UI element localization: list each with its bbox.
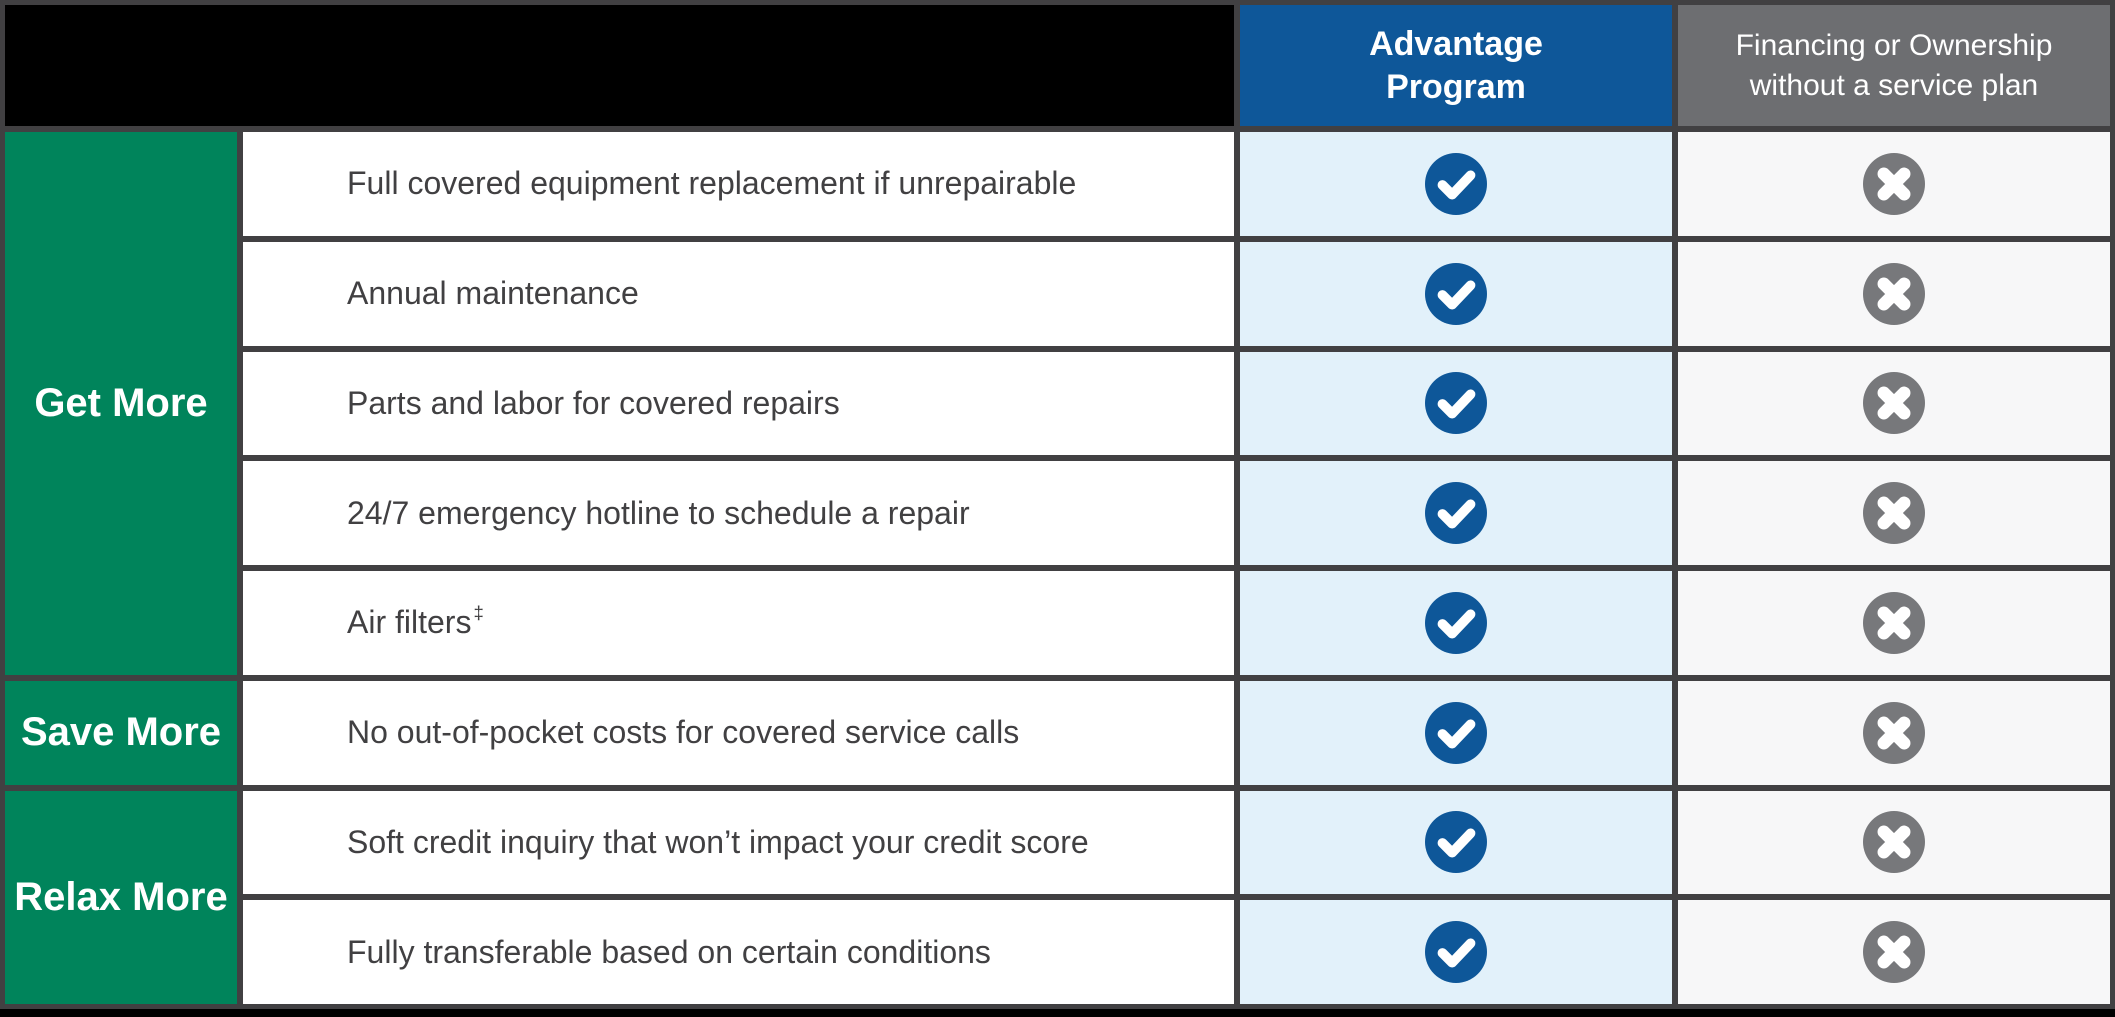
financing-value-cell	[1678, 900, 2110, 1004]
check-icon	[1425, 482, 1487, 544]
check-icon	[1425, 372, 1487, 434]
row-group-get-more	[5, 132, 237, 675]
check-icon	[1425, 263, 1487, 325]
row-group-relax-more	[5, 791, 237, 1005]
financing-value-cell	[1678, 242, 2110, 346]
check-icon	[1425, 153, 1487, 215]
cross-icon	[1863, 372, 1925, 434]
group-label: Get More	[34, 380, 208, 425]
advantage-value-cell	[1240, 791, 1672, 895]
cross-icon	[1863, 921, 1925, 983]
advantage-value-cell	[1240, 461, 1672, 565]
feature-label-cell	[243, 461, 1234, 565]
financing-value-cell	[1678, 681, 2110, 785]
cross-icon	[1863, 811, 1925, 873]
column-header-financing-ownership	[1678, 5, 2110, 126]
check-icon	[1425, 921, 1487, 983]
feature-label: Annual maintenance	[347, 275, 639, 312]
financing-value-cell	[1678, 132, 2110, 236]
advantage-value-cell	[1240, 352, 1672, 456]
financing-value-cell	[1678, 571, 2110, 675]
financing-value-cell	[1678, 352, 2110, 456]
feature-label-cell: Air filters ‡	[243, 571, 1234, 675]
advantage-value-cell	[1240, 900, 1672, 1004]
financing-header-label: Financing or Ownership without a service plan	[1735, 28, 2053, 102]
feature-label-cell	[243, 352, 1234, 456]
feature-label: 24/7 emergency hotline to schedule a repair	[347, 494, 970, 531]
column-header-advantage-program	[1240, 5, 1672, 126]
feature-label: No out-of-pocket costs for covered service calls	[347, 714, 1020, 751]
financing-value-cell	[1678, 461, 2110, 565]
advantage-value-cell	[1240, 681, 1672, 785]
feature-label: Air filters	[347, 604, 472, 641]
group-label: Save More	[20, 710, 222, 755]
advantage-value-cell	[1240, 242, 1672, 346]
feature-label-cell	[243, 132, 1234, 236]
check-icon	[1425, 592, 1487, 654]
feature-label: Parts and labor for covered repairs	[347, 384, 840, 421]
cross-icon	[1863, 153, 1925, 215]
cross-icon	[1863, 592, 1925, 654]
feature-label-cell	[243, 242, 1234, 346]
advantage-value-cell	[1240, 571, 1672, 675]
check-icon	[1425, 811, 1487, 873]
advantage-program-header-label: Advantage Program	[1369, 24, 1543, 106]
cross-icon	[1863, 482, 1925, 544]
feature-label: Fully transferable based on certain conditions	[347, 933, 991, 970]
advantage-value-cell	[1240, 132, 1672, 236]
feature-label: Full covered equipment replacement if unrepairable	[347, 165, 1077, 202]
financing-value-cell	[1678, 791, 2110, 895]
feature-label-cell	[243, 681, 1234, 785]
feature-label-cell	[243, 900, 1234, 1004]
cross-icon	[1863, 263, 1925, 325]
header-empty-cell	[5, 5, 1234, 126]
check-icon	[1425, 702, 1487, 764]
row-group-save-more	[5, 681, 237, 785]
group-label: Relax More	[14, 874, 228, 919]
feature-label-cell	[243, 791, 1234, 895]
cross-icon	[1863, 702, 1925, 764]
feature-label: Soft credit inquiry that won’t impact your credit score	[347, 823, 1089, 860]
